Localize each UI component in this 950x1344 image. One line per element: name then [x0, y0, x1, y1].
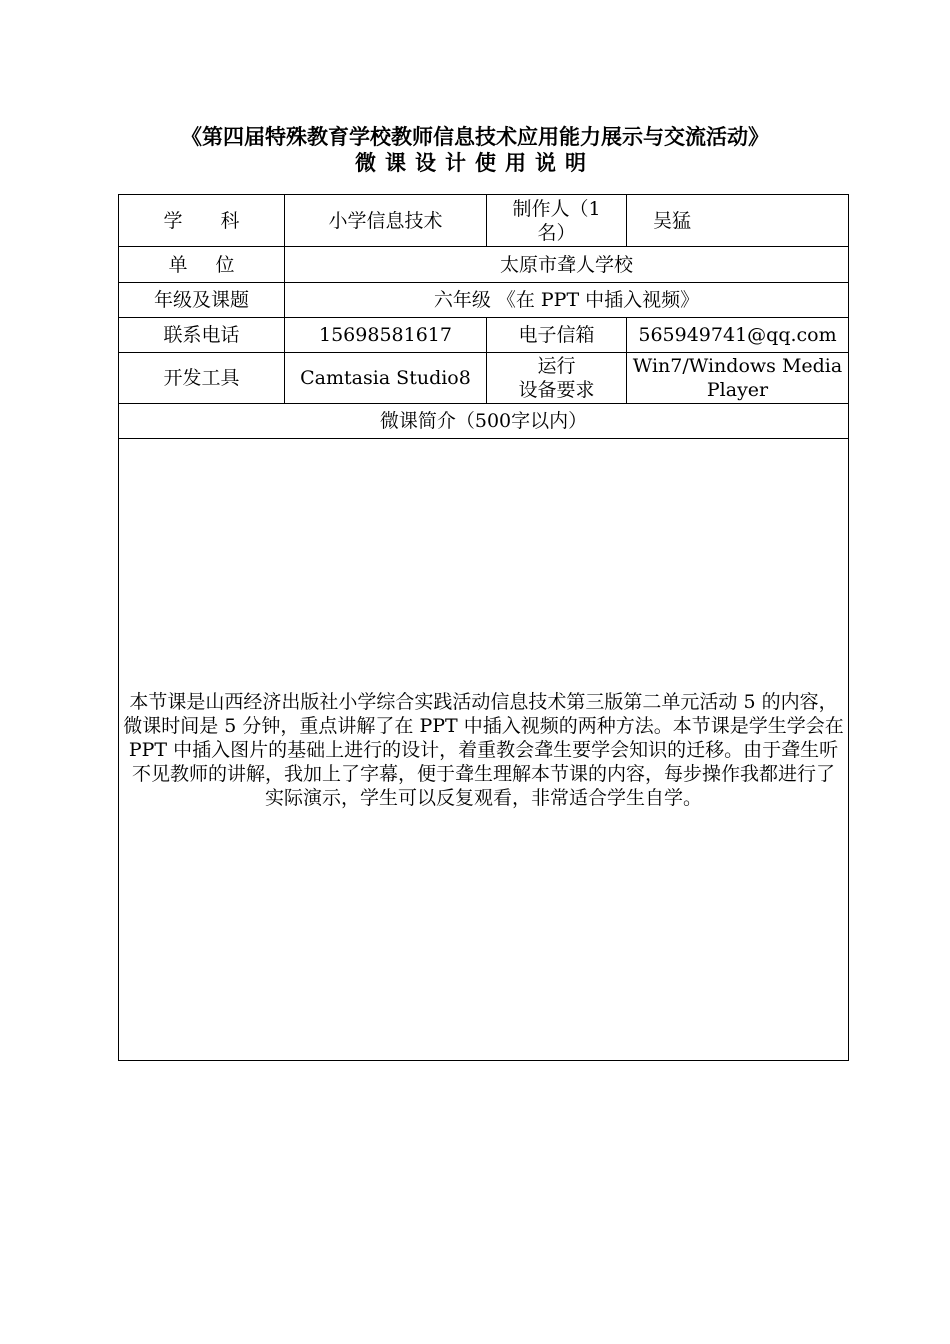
- document-subtitle: 微课设计使用说明: [355, 151, 595, 175]
- row-summary-header: [119, 404, 849, 439]
- summary-text: 本节课是山西经济出版社小学综合实践活动信息技术第三版第二单元活动 5 的内容，微课时间是 5 分钟，重点讲解了在 PPT 中插入视频的两种方法。本节课是学生学会在 PPT 中插入图片的基础上进行的设计，着重教会聋生要学会知识的迁移。由于聋生听不见教师的讲解，我加上了字幕，便于聋生理解本节课的内容，每步操作我都进行了实际演示，学生可以反复观看，非常适合学生自学。: [119, 439, 849, 1061]
- summary-label: 微课简介（500字以内）: [119, 404, 849, 439]
- tool-value: Camtasia Studio8: [285, 353, 487, 404]
- unit-label-char2: 位: [215, 253, 235, 276]
- phone-value: 15698581617: [285, 318, 487, 353]
- row-unit: [119, 247, 849, 283]
- row-grade: [119, 283, 849, 318]
- microcourse-info-table: [118, 194, 849, 1061]
- row-tools: [119, 353, 849, 404]
- document-title: 《第四届特殊教育学校教师信息技术应用能力展示与交流活动》: [181, 125, 769, 149]
- tool-label: 开发工具: [119, 353, 285, 404]
- device-label-cell: [487, 353, 627, 404]
- device-value-line2: Player: [706, 379, 769, 401]
- author-label-line1: 制作人（1: [512, 197, 601, 220]
- grade-value: 六年级 《在 PPT 中插入视频》: [285, 283, 849, 318]
- author-label-cell: [487, 195, 627, 247]
- row-contact: [119, 318, 849, 353]
- row-subject: [119, 195, 849, 247]
- row-summary-body: [119, 439, 849, 1061]
- device-value-line1: Win7/Windows Media: [632, 355, 843, 377]
- email-value: 565949741@qq.com: [627, 318, 849, 353]
- unit-label-char1: 单: [168, 253, 188, 276]
- subject-value: 小学信息技术: [285, 195, 487, 247]
- device-label-line2: 设备要求: [518, 379, 595, 401]
- author-value: 吴猛: [627, 195, 849, 247]
- email-label: 电子信箱: [487, 318, 627, 353]
- phone-label: 联系电话: [119, 318, 285, 353]
- unit-value: 太原市聋人学校: [285, 247, 849, 283]
- grade-label: 年级及课题: [119, 283, 285, 318]
- subject-label-char1: 学: [163, 209, 183, 232]
- author-label-line2: 名）: [537, 221, 576, 244]
- unit-label-cell: [119, 247, 285, 283]
- device-value-cell: [627, 353, 849, 404]
- device-label-line1: 运行: [537, 355, 576, 377]
- subject-label-cell: [119, 195, 285, 247]
- subject-label-char2: 科: [220, 209, 240, 232]
